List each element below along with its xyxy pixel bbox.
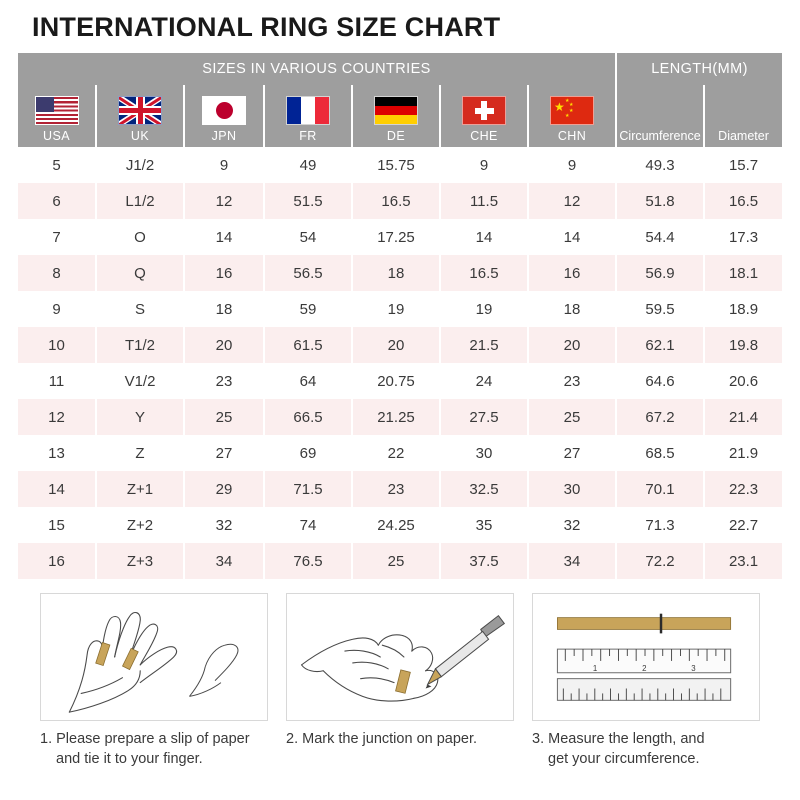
table-cell: Z+2 bbox=[96, 507, 184, 543]
country-code-chn: CHN bbox=[557, 129, 587, 143]
table-row bbox=[18, 435, 782, 471]
table-cell: 18.1 bbox=[704, 255, 782, 291]
ruler-measuring-paper-strip-icon bbox=[532, 593, 760, 721]
hand-with-paper-strip-icon bbox=[40, 593, 268, 721]
table-country-header-row bbox=[18, 85, 782, 147]
step-3-caption bbox=[532, 730, 760, 769]
step-3-line-1: 3. Measure the length, and bbox=[532, 731, 705, 747]
flag-uk-icon bbox=[118, 96, 162, 125]
table-cell: 76.5 bbox=[264, 543, 352, 579]
step-1-line-2: and tie it to your finger. bbox=[56, 750, 203, 767]
step-3-line-2: get your circumference. bbox=[548, 750, 700, 767]
table-cell: 12 bbox=[184, 183, 264, 219]
table-cell: 12 bbox=[18, 399, 96, 435]
table-cell: 21.25 bbox=[352, 399, 440, 435]
table-cell: Z bbox=[96, 435, 184, 471]
table-cell: 9 bbox=[18, 291, 96, 327]
table-group-header-row bbox=[18, 53, 782, 85]
table-cell: 61.5 bbox=[264, 327, 352, 363]
table-cell: 49 bbox=[264, 147, 352, 183]
svg-text:3: 3 bbox=[691, 663, 696, 673]
table-row bbox=[18, 183, 782, 219]
flag-china-icon: ★ ★ ★ ★ ★ bbox=[550, 96, 594, 125]
country-code-usa: USA bbox=[43, 129, 70, 143]
column-header-usa bbox=[18, 85, 96, 147]
table-cell: 34 bbox=[184, 543, 264, 579]
table-cell: Z+3 bbox=[96, 543, 184, 579]
table-cell: L1/2 bbox=[96, 183, 184, 219]
svg-text:1: 1 bbox=[592, 663, 598, 673]
table-cell: 14 bbox=[18, 471, 96, 507]
table-cell: 29 bbox=[184, 471, 264, 507]
table-cell: 22 bbox=[352, 435, 440, 471]
table-row bbox=[18, 291, 782, 327]
table-cell: 14 bbox=[184, 219, 264, 255]
table-cell: 5 bbox=[18, 147, 96, 183]
table-cell: 25 bbox=[352, 543, 440, 579]
table-cell: Z+1 bbox=[96, 471, 184, 507]
step-1-line-1: 1. Please prepare a slip of paper bbox=[40, 731, 250, 747]
column-header-fr bbox=[264, 85, 352, 147]
table-body bbox=[18, 147, 782, 579]
table-cell: 14 bbox=[528, 219, 616, 255]
svg-text:2: 2 bbox=[642, 663, 647, 673]
country-code-che: CHE bbox=[470, 129, 498, 143]
step-1 bbox=[40, 593, 268, 769]
table-row bbox=[18, 471, 782, 507]
table-cell: 19.8 bbox=[704, 327, 782, 363]
table-cell: 21.4 bbox=[704, 399, 782, 435]
step-2 bbox=[286, 593, 514, 769]
country-code-uk: UK bbox=[130, 129, 150, 143]
table-cell: 30 bbox=[528, 471, 616, 507]
table-row bbox=[18, 219, 782, 255]
table-row bbox=[18, 363, 782, 399]
table-cell: 56.9 bbox=[616, 255, 704, 291]
table-cell: 27.5 bbox=[440, 399, 528, 435]
table-cell: 23 bbox=[184, 363, 264, 399]
country-code-fr: FR bbox=[299, 129, 317, 143]
table-cell: 23.1 bbox=[704, 543, 782, 579]
table-cell: 27 bbox=[528, 435, 616, 471]
table-cell: 20 bbox=[528, 327, 616, 363]
table-cell: 51.8 bbox=[616, 183, 704, 219]
flag-france-icon bbox=[286, 96, 330, 125]
table-cell: 35 bbox=[440, 507, 528, 543]
table-cell: V1/2 bbox=[96, 363, 184, 399]
group-header-length: LENGTH(MM) bbox=[616, 53, 782, 85]
table-row bbox=[18, 399, 782, 435]
table-row bbox=[18, 507, 782, 543]
flag-japan-icon bbox=[202, 96, 246, 125]
step-3 bbox=[532, 593, 760, 769]
column-header-che bbox=[440, 85, 528, 147]
table-cell: 8 bbox=[18, 255, 96, 291]
table-cell: 19 bbox=[440, 291, 528, 327]
table-cell: 9 bbox=[184, 147, 264, 183]
table-cell: 15.75 bbox=[352, 147, 440, 183]
table-cell: 24 bbox=[440, 363, 528, 399]
table-cell: 23 bbox=[528, 363, 616, 399]
table-cell: 17.25 bbox=[352, 219, 440, 255]
country-code-de: DE bbox=[386, 129, 406, 143]
table-cell: 51.5 bbox=[264, 183, 352, 219]
table-cell: 22.7 bbox=[704, 507, 782, 543]
country-code-jpn: JPN bbox=[211, 129, 237, 143]
hand-marking-paper-with-pen-icon bbox=[286, 593, 514, 721]
instruction-steps bbox=[18, 593, 782, 769]
table-cell: 68.5 bbox=[616, 435, 704, 471]
table-cell: 49.3 bbox=[616, 147, 704, 183]
table-cell: 18 bbox=[528, 291, 616, 327]
table-cell: 9 bbox=[528, 147, 616, 183]
table-cell: 20.6 bbox=[704, 363, 782, 399]
table-cell: 32 bbox=[528, 507, 616, 543]
table-row bbox=[18, 147, 782, 183]
table-cell: 19 bbox=[352, 291, 440, 327]
table-cell: 54 bbox=[264, 219, 352, 255]
table-cell: 15 bbox=[18, 507, 96, 543]
table-cell: 69 bbox=[264, 435, 352, 471]
column-header-jpn bbox=[184, 85, 264, 147]
table-cell: Y bbox=[96, 399, 184, 435]
table-cell: 71.3 bbox=[616, 507, 704, 543]
table-cell: 20 bbox=[184, 327, 264, 363]
table-cell: Q bbox=[96, 255, 184, 291]
table-cell: 10 bbox=[18, 327, 96, 363]
column-header-uk bbox=[96, 85, 184, 147]
column-header-diameter: Diameter bbox=[704, 85, 782, 147]
table-cell: 74 bbox=[264, 507, 352, 543]
flag-switzerland-icon bbox=[462, 96, 506, 125]
table-row bbox=[18, 543, 782, 579]
page-title: INTERNATIONAL RING SIZE CHART bbox=[32, 12, 501, 42]
step-2-caption bbox=[286, 730, 514, 750]
table-row bbox=[18, 327, 782, 363]
table-cell: 72.2 bbox=[616, 543, 704, 579]
flag-usa-icon bbox=[35, 96, 79, 125]
table-cell: 17.3 bbox=[704, 219, 782, 255]
table-cell: 27 bbox=[184, 435, 264, 471]
table-cell: 37.5 bbox=[440, 543, 528, 579]
table-cell: 16 bbox=[184, 255, 264, 291]
table-cell: 21.5 bbox=[440, 327, 528, 363]
column-header-chn bbox=[528, 85, 616, 147]
table-cell: 11 bbox=[18, 363, 96, 399]
table-cell: 25 bbox=[184, 399, 264, 435]
table-cell: 11.5 bbox=[440, 183, 528, 219]
table-cell: 9 bbox=[440, 147, 528, 183]
table-cell: 62.1 bbox=[616, 327, 704, 363]
table-cell: 18 bbox=[184, 291, 264, 327]
table-cell: 23 bbox=[352, 471, 440, 507]
step-1-caption bbox=[40, 730, 268, 769]
column-header-circumference: Circumference bbox=[616, 85, 704, 147]
group-header-sizes: SIZES IN VARIOUS COUNTRIES bbox=[18, 53, 616, 85]
table-cell: 34 bbox=[528, 543, 616, 579]
table-cell: 7 bbox=[18, 219, 96, 255]
table-cell: O bbox=[96, 219, 184, 255]
table-cell: 21.9 bbox=[704, 435, 782, 471]
table-cell: 71.5 bbox=[264, 471, 352, 507]
table-cell: 16 bbox=[528, 255, 616, 291]
table-cell: 32 bbox=[184, 507, 264, 543]
table-cell: 12 bbox=[528, 183, 616, 219]
table-cell: 54.4 bbox=[616, 219, 704, 255]
table-cell: T1/2 bbox=[96, 327, 184, 363]
column-header-de bbox=[352, 85, 440, 147]
table-cell: 16.5 bbox=[704, 183, 782, 219]
table-cell: 56.5 bbox=[264, 255, 352, 291]
table-cell: 66.5 bbox=[264, 399, 352, 435]
table-cell: 64 bbox=[264, 363, 352, 399]
table-cell: 18.9 bbox=[704, 291, 782, 327]
step-2-line-1: 2. Mark the junction on paper. bbox=[286, 731, 478, 747]
table-cell: 13 bbox=[18, 435, 96, 471]
table-cell: 16 bbox=[18, 543, 96, 579]
table-cell: S bbox=[96, 291, 184, 327]
table-cell: 14 bbox=[440, 219, 528, 255]
table-row bbox=[18, 255, 782, 291]
table-cell: 64.6 bbox=[616, 363, 704, 399]
table-cell: 18 bbox=[352, 255, 440, 291]
table-cell: 20.75 bbox=[352, 363, 440, 399]
table-cell: 22.3 bbox=[704, 471, 782, 507]
table-cell: 16.5 bbox=[440, 255, 528, 291]
table-cell: 25 bbox=[528, 399, 616, 435]
flag-germany-icon bbox=[374, 96, 418, 125]
table-cell: 70.1 bbox=[616, 471, 704, 507]
table-cell: 15.7 bbox=[704, 147, 782, 183]
table-cell: 24.25 bbox=[352, 507, 440, 543]
table-cell: 30 bbox=[440, 435, 528, 471]
table-cell: 16.5 bbox=[352, 183, 440, 219]
table-cell: 59.5 bbox=[616, 291, 704, 327]
table-cell: 59 bbox=[264, 291, 352, 327]
table-cell: 67.2 bbox=[616, 399, 704, 435]
table-cell: 6 bbox=[18, 183, 96, 219]
table-cell: 20 bbox=[352, 327, 440, 363]
table-cell: 32.5 bbox=[440, 471, 528, 507]
ring-size-table bbox=[18, 53, 782, 579]
table-cell: J1/2 bbox=[96, 147, 184, 183]
